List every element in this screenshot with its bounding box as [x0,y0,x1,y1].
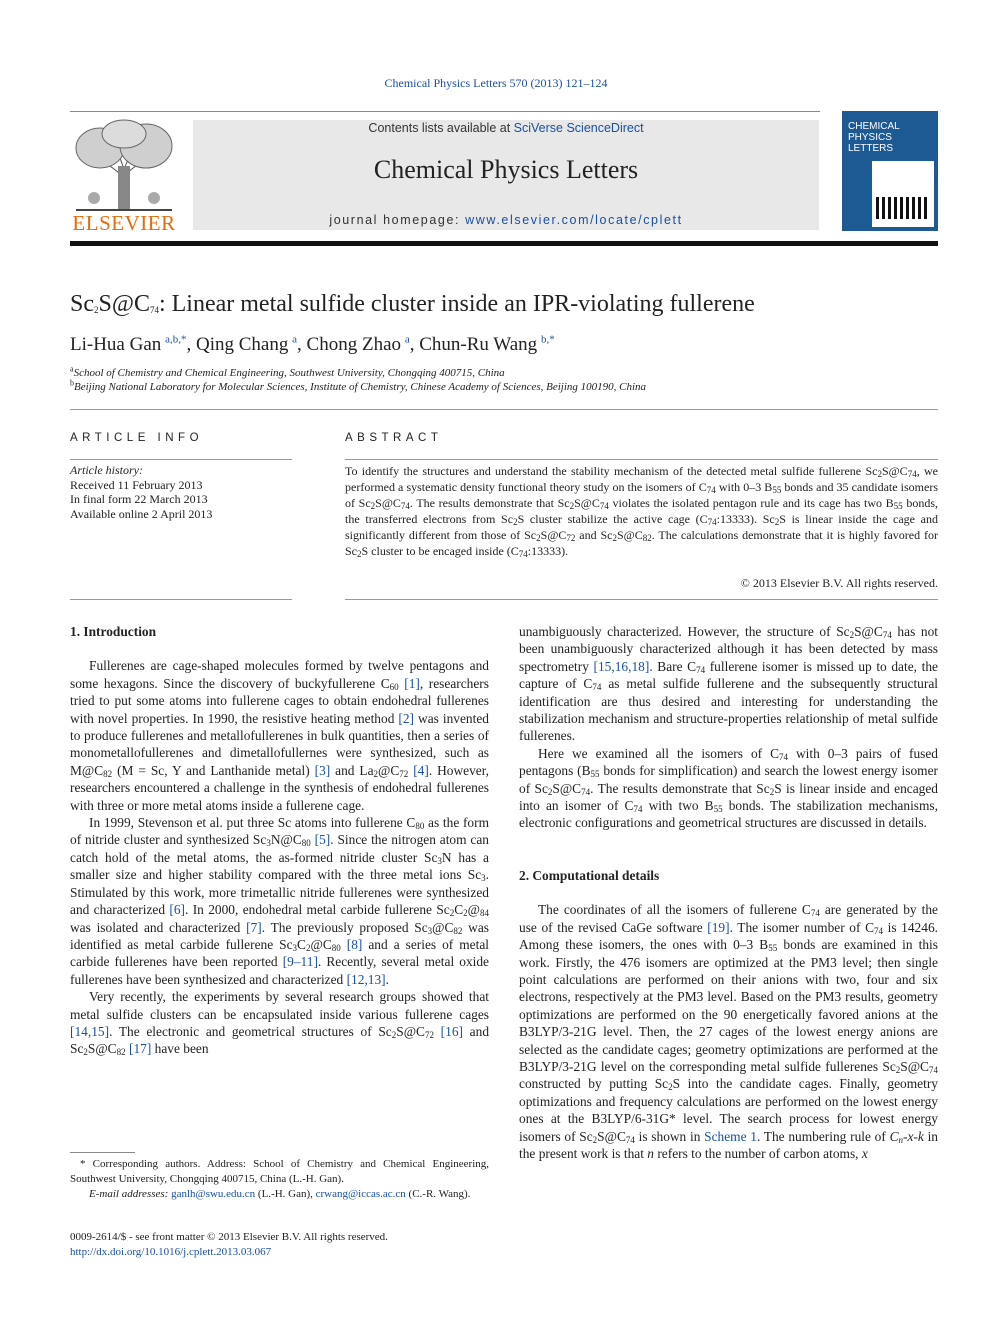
scheme-link[interactable]: Scheme 1 [704,1128,757,1144]
email-line [70,1187,489,1202]
contents-prefix: Contents lists available at [368,121,511,135]
citation-link[interactable]: [12,13] [346,971,386,987]
citation-link[interactable]: [7] [246,919,262,935]
affiliation-mark: b [70,378,74,388]
paragraph: The coordinates of all the isomers of fullerene $C_{74}$ are generated by the use of the revised CaGe software [19]. The isomer number of $C_{74}$ is 14246. Among these isomers, the ones with 0–3 $B_{55}$ bonds are examined in this work. Firstly, the 476 isomers are optimized at the PM3 level; then single point calculations are performed on their anions with two, four and six electrons, respectively at the PM3 level. Based on the PM3 results, geometry optimizations are performed on the 90 energetically favored anions at the B3LYP/3-21G level. Then, the 27 cages of the lowest energy anions are selected as the candidate cages; geometry optimizations are performed at the B3LYP/3-21G level on the corresponding metal sulfide fullerenes $Sc_2S@C_{74}$ constructed by putting $Sc_2S$ into the candidate cages. Finally, geometry optimizations and frequency calculations are performed on the lowest energy ones at the B3LYP/6-31G* level. The search process for lowest energy isomers of $Sc_2S@C_{74}$ is shown in Scheme 1. The numbering rule of $C_n-x-k$ in the present work is that n refers to the number of carbon atoms, x [519,902,938,1161]
author-affiliation-mark[interactable]: b,* [540,333,555,346]
citation-link[interactable]: [5] [314,832,331,848]
issn-block [70,1230,489,1260]
left-column [70,623,489,1058]
email-link[interactable]: crwang@iccas.ac.cn [315,1188,406,1200]
doi-link[interactable]: http://dx.doi.org/10.1016/j.cplett.2013.03.067 [70,1246,272,1258]
citation-link[interactable]: [8] [346,936,363,952]
citation-link[interactable]: [3] [314,762,331,778]
citation-link[interactable]: [4] [413,762,429,778]
author-affiliation-mark[interactable]: a [404,333,410,346]
article-info-bottom-rule [70,599,292,600]
article-history [70,463,292,521]
section-heading-computational-details: 2. Computational details [519,867,660,883]
paragraph: Here we examined all the isomers of $C_{74}$ with 0–3 pairs of fused pentagons ($B_{55}$ bonds for simplification) and search the lowest energy isomer of $Sc_2S@C_{74}$. The results demonstrate that $Sc_2S$ is linear inside and encaged into an isomer of $C_{74}$ with two $B_{55}$ bonds. The stabilization mechanisms, electronic configurations and geometrical structures are discussed in details. [519,745,938,831]
email-label: E-mail addresses: [89,1188,169,1200]
cover-title-line: LETTERS [848,143,894,154]
affiliation-text: Beijing National Laboratory for Molecular Sciences, Institute of Chemistry, Chinese Academy of Sciences, Beijing 100190, China [74,381,647,393]
issn-line: 0009-2614/$ - see front matter © 2013 Elsevier B.V. All rights reserved. [70,1231,388,1243]
contents-line [193,121,819,135]
citation-link[interactable]: [16] [440,1023,463,1039]
affiliation-text: School of Chemistry and Chemical Engineering, Southwest University, Chongqing 400715, China [73,367,505,379]
copyright-notice: © 2013 Elsevier B.V. All rights reserved. [740,576,938,590]
corresponding-author-note: * Corresponding authors. Address: School of Chemistry and Chemical Engineering, Southwest University, Chongqing 400715, China (L.-H. Gan). [70,1158,490,1185]
author-name[interactable]: Chong Zhao [306,334,402,355]
header-top-rule [70,111,820,112]
affiliation-mark: a [70,364,74,374]
section-heading-introduction: 1. Introduction [70,624,157,639]
journal-name[interactable]: Chemical Physics Letters [373,155,639,184]
email-owner: (C.-R. Wang). [408,1188,471,1200]
title-text: : Linear metal sulfide cluster inside an IPR-violating fullerene [158,291,755,317]
author-list: Li-Hua Gan $^{a,b,*}$, Qing Chang $^a$, Chong Zhao $^a$, Chun-Ru Wang $^{b,*}$ [70,333,555,355]
citation-link[interactable]: [1] [404,675,420,691]
journal-reference[interactable]: Chemical Physics Letters 570 (2013) 121–124 [384,76,608,90]
author-name[interactable]: Qing Chang [195,334,289,355]
cover-title-line: PHYSICS [848,132,892,143]
affiliation-b [70,378,647,393]
citation-link[interactable]: [14,15] [70,1023,110,1039]
paragraph: Fullerenes are cage-shaped molecules formed by twelve pentagons and some hexagons. Since the discovery of buckyfullerene $C_{60}$ [1], researchers tried to put some atoms into fullerene cages to obtain endohedral fullerenes with novel properties. In 1990, the resistive heating method [2] was invented to produce fullerenes and metallofullerenes in bulk quantities, then a series of monometallofullerenes and dimetallofullernes were synthesized, such as $M@C_{82}$ (M = Sc, Y and Lanthanide metal) [3] and $La_2@C_{72}$ [4]. However, researchers encountered a challenge in the synthesis of endohedral fullerenes with three or more metal atoms inside a fullerene cage. [70,658,489,813]
abstract-heading: ABSTRACT [345,432,443,444]
email-link[interactable]: ganlh@swu.edu.cn [171,1188,256,1200]
paragraph: unambiguously characterized. However, the structure of $Sc_2S@C_{74}$ has not been unambiguously characterized although it has been detected by mass spectrometry [15,16,18]. Bare $C_{74}$ fullerene isomer is missed up to date, the capture of $C_{74}$ as metal sulfide fullerene and the subsequently structural identification are thus desired and interesting for understanding the stabilization mechanism and structure-properties relationship of metal sulfide fullerenes. [519,624,938,744]
author-name[interactable]: Chun-Ru Wang [419,334,538,355]
author-affiliation-mark[interactable]: a,b,* [165,333,187,346]
cover-panel [872,161,934,227]
citation-link[interactable]: [9–11] [282,954,318,970]
abstract-bottom-rule [345,599,938,600]
elsevier-wordmark: ELSEVIER [72,211,176,235]
cover-title-line: CHEMICAL [848,121,900,132]
homepage-line [193,213,819,227]
citation-link[interactable]: [17] [128,1041,152,1057]
section-spacer [519,832,938,867]
affiliation-a [70,364,505,379]
article-info-heading: ARTICLE INFO [70,432,204,444]
footnote [70,1157,489,1202]
affiliation-rule [70,409,938,410]
history-label: Article history: [70,463,143,477]
author-name[interactable]: Li-Hua Gan [70,334,162,355]
sciencedirect-link[interactable]: SciVerse ScienceDirect [513,121,644,135]
header-thick-rule [70,241,938,246]
abstract-rule [345,459,938,460]
citation-link[interactable]: [15,16,18] [593,658,650,674]
article-info-rule [70,459,292,460]
abstract-body: To identify the structures and understand the stability mechanism of the detected metal sulfide fullerene $Sc_2S@C_{74}$, we performed a systematic density functional theory study on the isomers of $C_{74}$ with 0–3 $B_{55}$ bonds and 35 candidate isomers of $Sc_2S@C_{74}$. The results demonstrate that $Sc_2S@C_{74}$ violates the isolated pentagon rule and its cage has two $B_{55}$ bonds, the transferred electrons from $Sc_2S$ cluster stabilize the active cage $(C_{74}:13333)$. $Sc_2S$ is linear inside the cage and significantly different from those of $Sc_2S@C_{72}$ and $Sc_2S@C_{82}$. The calculations demonstrate that it is highly favored for $Sc_2S$ cluster to be encaged inside $(C_{74}:13333)$. [345,464,939,559]
citation-link[interactable]: [19] [707,919,730,935]
history-received: Received 11 February 2013 [70,477,203,492]
cover-title [848,121,900,154]
cover-barcode-art [876,197,930,219]
paragraph: Very recently, the experiments by several research groups showed that metal sulfide clusters can be encapsulated inside various fullerene cages [14,15]. The electronic and geometrical structures of $Sc_2S@C_{72}$ [16] and $Sc_2S@C_{82}$ [17] have been [70,989,490,1058]
elsevier-logo[interactable] [70,118,178,236]
homepage-prefix: journal homepage: [329,213,461,227]
corresponding-author-text: Corresponding authors. Address: School of Chemistry and Chemical Engineering, Southwest University, Chongqing 400715, China (L.-H. Gan). [70,1158,490,1185]
email-owner: (L.-H. Gan), [257,1188,313,1200]
journal-cover-thumbnail[interactable] [842,111,938,231]
homepage-link[interactable]: www.elsevier.com/locate/cplett [465,213,683,227]
citation-link[interactable]: [6] [169,902,186,918]
citation-link[interactable]: [2] [398,710,415,726]
history-final-form: In final form 22 March 2013 [70,492,208,506]
article-title: $Sc_2S@C_{74}$: Linear metal sulfide cluster inside an IPR-violating fullerene [70,291,755,317]
author-affiliation-mark[interactable]: a [292,333,298,346]
elsevier-tree-icon [70,118,178,214]
right-column [519,623,938,1162]
footnote-rule [70,1152,135,1153]
paragraph: In 1999, Stevenson et al. put three Sc atoms into fullerene $C_{80}$ as the form of nitride cluster and synthesized $Sc_3N@C_{80}$ [5]. Since the nitrogen atom can catch hold of the metal atoms, the as-formed nitride cluster $Sc_3N$ has a smaller size and higher stability compared with the three metal ions $Sc_3$. Stimulated by this work, more trimetallic nitride fullerenes were synthesized and characterized [6]. In 2000, endohedral metal carbide fullerene $Sc_2C_2@_{84}$ was isolated and characterized [7]. The previously proposed $Sc_3@C_{82}$ was identified as metal carbide fullerene $Sc_3C_2@C_{80}$ [8] and a series of metal carbide fullerenes have been reported [9–11]. Recently, several metal oxide fullerenes have been synthesized and characterized [12,13]. [70,815,489,987]
history-online: Available online 2 April 2013 [70,506,213,521]
